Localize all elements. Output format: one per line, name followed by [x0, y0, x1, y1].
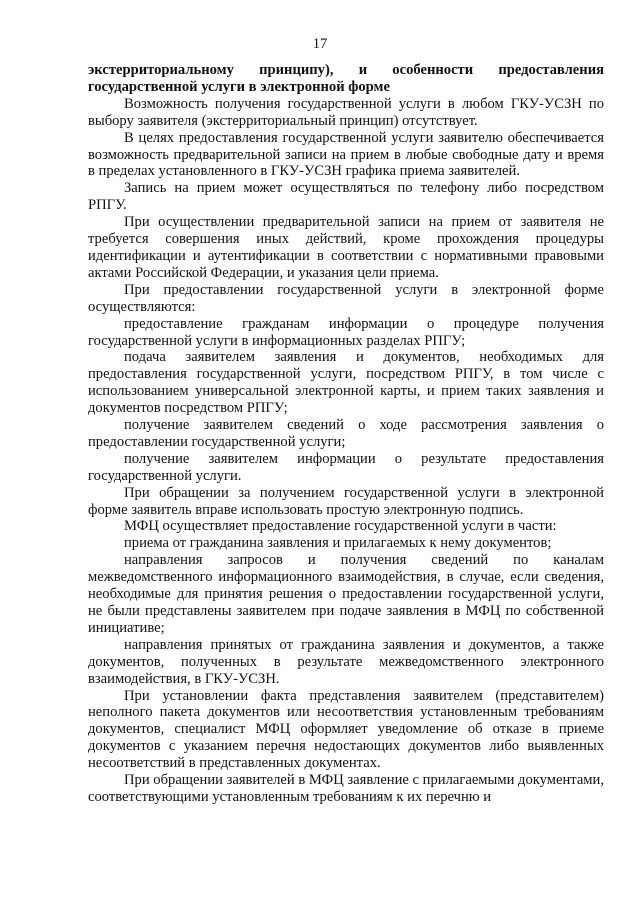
list-item: получение заявителем сведений о ходе рассмотрения заявления о предоставлении государственной услуги;	[88, 417, 604, 450]
paragraph: При установлении факта представления заявителем (представителем) неполного пакета документов или несоответствия установленным требованиям документов, специалист МФЦ оформляет уведомление об отказе в приеме документов с указанием перечня недостающих документов либо выявленных несоответствий в представленных документах.	[88, 687, 604, 772]
paragraph: В целях предоставления государственной услуги заявителю обеспечивается возможность предварительной записи на прием в любые свободные дату и время в пределах установленного в ГКУ-УСЗН графика приема заявителей.	[88, 129, 604, 180]
list-item: направления принятых от гражданина заявления и документов, а также документов, полученных в результате межведомственного электронного взаимодействия, в ГКУ-УСЗН.	[88, 636, 604, 687]
paragraph: МФЦ осуществляет предоставление государственной услуги в части:	[124, 518, 557, 535]
document-body	[88, 62, 604, 806]
paragraph: При предоставлении государственной услуги в электронной форме осуществляются:	[88, 281, 604, 315]
list-item: приема от гражданина заявления и прилагаемых к нему документов;	[124, 535, 552, 552]
section-heading: экстерриториальному принципу), и особенности предоставления государственной услуги в электронной форме	[88, 62, 604, 95]
paragraph: При обращении заявителей в МФЦ заявление с прилагаемыми документами, соответствующими установленным требованиям к их перечню и	[88, 772, 604, 805]
list-item: предоставление гражданам информации о процедуре получения государственной услуги в информационных разделах РПГУ;	[88, 315, 604, 349]
paragraph: При осуществлении предварительной записи на прием от заявителя не требуется совершения иных действий, кроме прохождения процедуры идентификации и аутентификации в соответствии с нормативными правовыми актами Российской Федерации, и указания цели приема.	[88, 214, 604, 281]
paragraph: Запись на прием может осуществляться по телефону либо посредством РПГУ.	[88, 180, 604, 214]
page-number: 17	[312, 36, 328, 52]
list-item: направления запросов и получения сведений по каналам межведомственного информационного взаимодействия, в случае, если сведения, необходимые для принятия решения о предоставлении государственной услуги, не были представлены заявителем при подаче заявления в МФЦ по собственной инициативе;	[88, 552, 604, 636]
list-item: получение заявителем информации о результате предоставления государственной услуги.	[88, 450, 604, 484]
list-item: подача заявителем заявления и документов, необходимых для предоставления государственной услуги, посредством РПГУ, в том числе с использованием универсальной электронной карты, и прием таких заявления и документов посредством РПГУ;	[88, 349, 604, 417]
paragraph: Возможность получения государственной услуги в любом ГКУ-УСЗН по выбору заявителя (экстерриториальный принцип) отсутствует.	[88, 95, 604, 129]
paragraph: При обращении за получением государственной услуги в электронной форме заявитель вправе использовать простую электронную подпись.	[88, 484, 604, 518]
